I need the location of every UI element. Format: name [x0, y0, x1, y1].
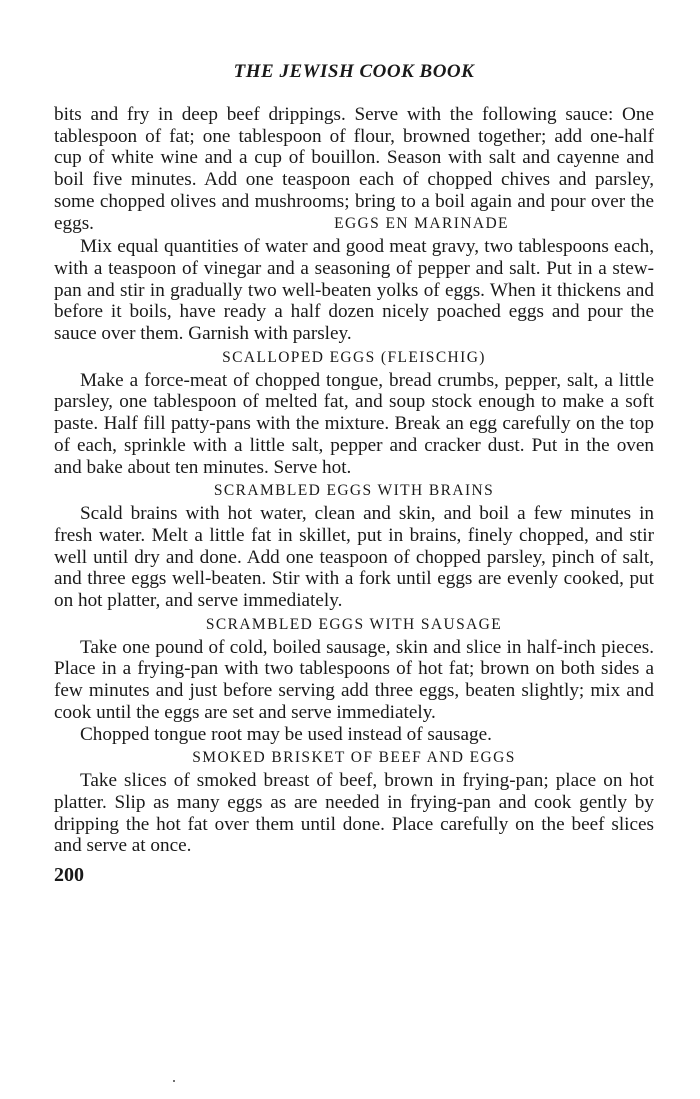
recipe-paragraph: Take one pound of cold, boiled sausage, skin and slice in half-inch pieces. Place in a frying-pan with two tablespoons of hot fat; brown on both sides a few minutes and just before serving add three eggs, beaten slightly; mix and cook until the eggs are set and serve immediately. [54, 636, 654, 723]
recipe-heading-scrambled-eggs-brains: SCRAMBLED EGGS WITH BRAINS [213, 482, 495, 500]
page-number: 200 [54, 864, 84, 887]
recipe-heading-scrambled-eggs-sausage: SCRAMBLED EGGS WITH SAUSAGE [205, 615, 503, 633]
recipe-paragraph: Scald brains with hot water, clean and skin, and boil a few minutes in fresh water. Melt a little fat in skillet, put in brains, finely chopped, and stir well until dry and done. Add one teaspoon of chopped parsley, pinch of salt, and three eggs well-beaten. Stir with a fork until eggs are evenly cooked, put on hot platter, and serve immediately. [54, 503, 654, 612]
recipe-heading-eggs-en-marinade: EGGS EN MARINADE [334, 215, 509, 233]
continued-paragraph: bits and fry in deep beef drippings. Serve with the following sauce: One tablespoon of fat; one tablespoon of flour, browned together; add one-half cup of white wine and a cup of bouillon. Season with salt and cayenne and boil five minutes. Add one teaspoon each of chopped chives and parsley, some chopped olives and mushrooms; bring to a boil again and pour over the eggs. [54, 104, 654, 234]
recipe-heading-scalloped-eggs: SCALLOPED EGGS (FLEISCHIG) [222, 348, 486, 366]
recipe-paragraph: Make a force-meat of chopped tongue, bread crumbs, pepper, salt, a little parsley, one tablespoon of melted fat, and soup stock enough to make a soft paste. Half fill patty-pans with the mixture. Break an egg carefully on the top of each, sprinkle with a little salt, pepper and cracker dust. Put in the oven and bake about ten minutes. Serve hot. [54, 369, 654, 478]
scan-speck [173, 1080, 175, 1082]
recipe-paragraph: Mix equal quantities of water and good meat gravy, two tablespoons each, with a teaspoon of vinegar and a seasoning of pepper and salt. Put in a stew-pan and stir in gradually two well-beaten yolks of eggs. When it thickens and before it boils, have ready a half dozen nicely poached eggs and pour the sauce over them. Garnish with parsley. [54, 236, 654, 345]
recipe-note: Chopped tongue root may be used instead of sausage. [80, 723, 492, 745]
recipe-paragraph: Take slices of smoked breast of beef, brown in frying-pan; place on hot platter. Slip as many eggs as are needed in frying-pan and cook gently by dripping the hot fat over them until done. Place carefully on the beef slices and serve at once. [54, 770, 654, 857]
running-head: THE JEWISH COOK BOOK [233, 61, 475, 82]
book-page [54, 58, 654, 887]
recipe-heading-smoked-brisket: SMOKED BRISKET OF BEEF AND EGGS [192, 749, 516, 767]
page-body [54, 104, 654, 857]
